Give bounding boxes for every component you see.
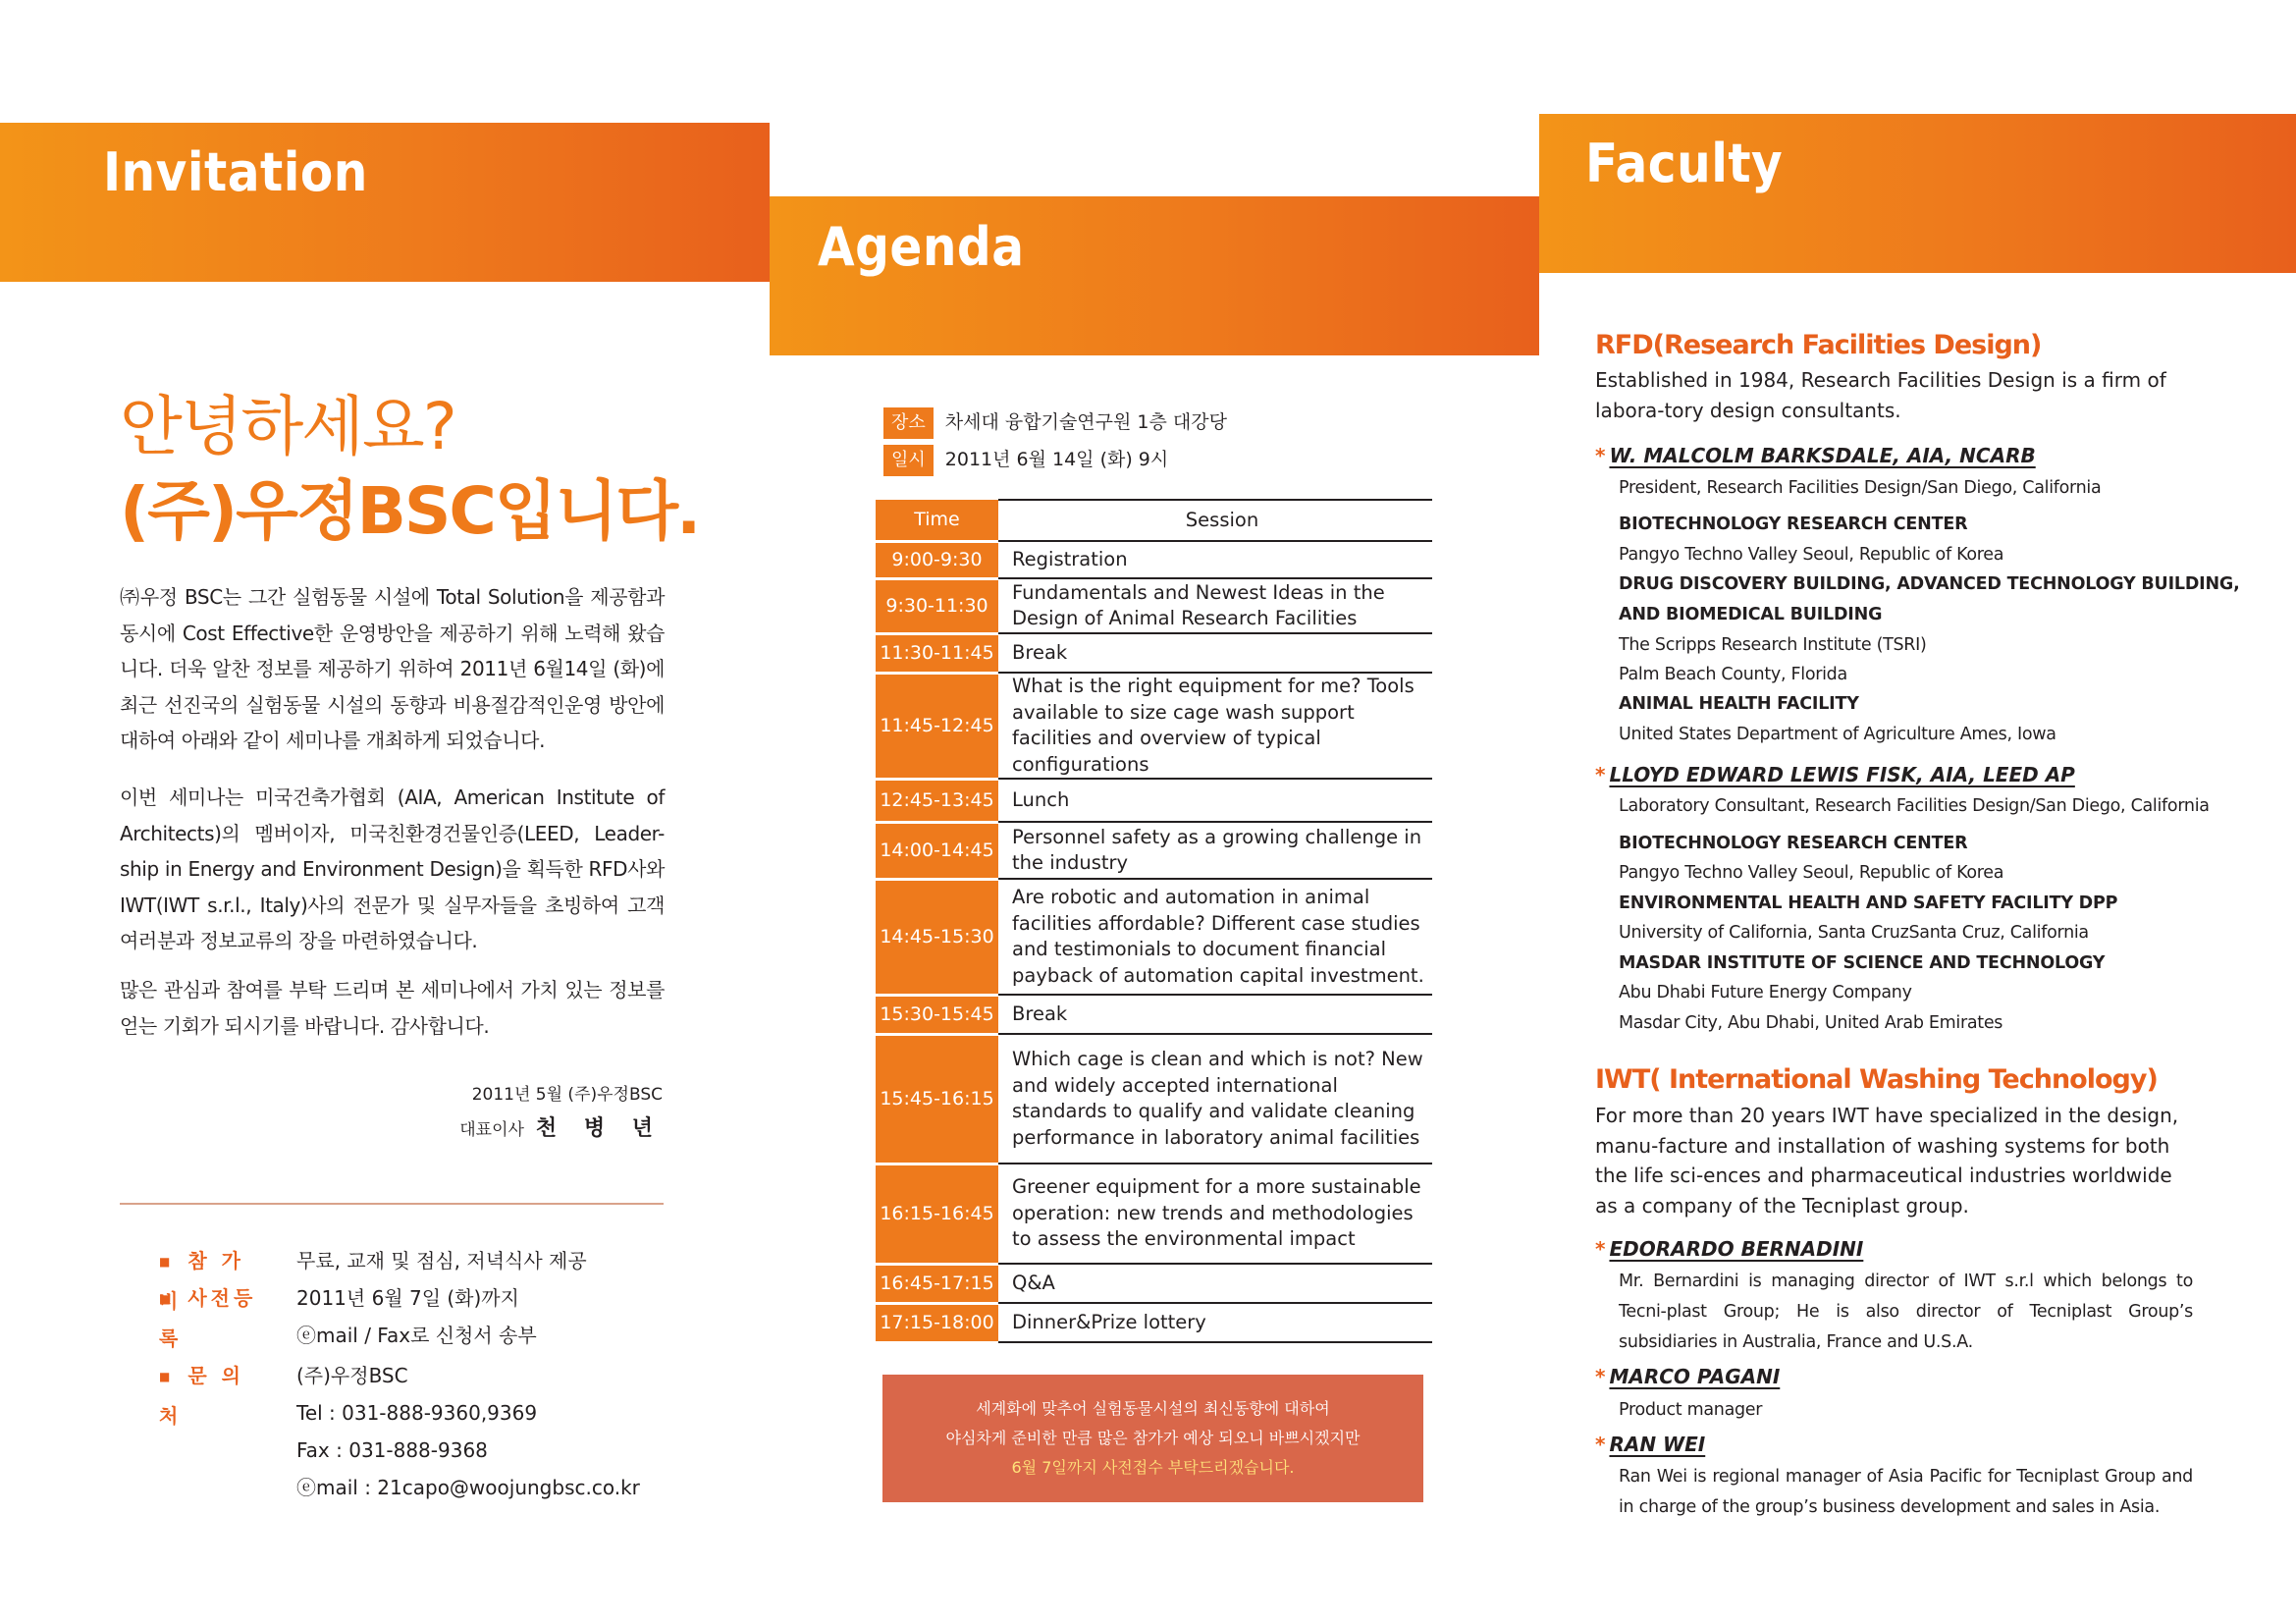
agenda-session: Break — [998, 995, 1432, 1034]
session-column-header: Session — [998, 500, 1432, 541]
contact-email: ⓔmail : 21capo@woojungbsc.co.kr — [296, 1476, 640, 1499]
agenda-time: 14:00-14:45 — [876, 822, 998, 879]
person-detail: ENVIRONMENTAL HEALTH AND SAFETY FACILITY DPP — [1619, 893, 2118, 913]
person-detail: Pangyo Techno Valley Seoul, Republic of Korea — [1619, 545, 2004, 565]
asterisk-icon: * — [1595, 1237, 1606, 1261]
invitation-divider — [120, 1203, 664, 1205]
contact-company: (주)우정BSC — [296, 1364, 408, 1387]
agenda-row — [876, 779, 1432, 822]
person-detail: President, Research Facilities Design/San Diego, California — [1619, 478, 2102, 498]
agenda-time: 11:45-12:45 — [876, 673, 998, 779]
agenda-row — [876, 995, 1432, 1034]
faculty-person-4 — [1595, 1365, 1780, 1388]
person-name: W. MALCOLM BARKSDALE, AIA, NCARB — [1609, 444, 2036, 467]
notice-line-1: 세계화에 맞추어 실험동물시설의 최신동향에 대하여 — [976, 1399, 1330, 1418]
invitation-title: Invitation — [103, 141, 368, 203]
invitation-paragraph-1: ㈜우정 BSC는 그간 실험동물 시설에 Total Solution을 제공함과 동시에 Cost Effective한 운영방안을 제공하기 위해 노력해 왔습니다. 더욱 알찬 정보를 제공하기 위하여 2011년 6월14일 (화)에 최근 선진국의 실험동물 시설의 동향과 비용절감적인운영 방안에 대하여 아래와 같이 세미나를 개최하게 되었습니다. — [120, 585, 665, 752]
person-detail: ANIMAL HEALTH FACILITY — [1619, 694, 1859, 714]
rfd-description: Established in 1984, Research Facilities Design is a firm of labora-tory design consultants. — [1595, 368, 2166, 422]
date-tag: 일시 — [883, 445, 934, 476]
person-name: MARCO PAGANI — [1609, 1365, 1781, 1388]
person-detail: United States Department of Agriculture Ames, Iowa — [1619, 725, 2056, 744]
signature-date — [472, 1080, 663, 1105]
agenda-session: Are robotic and automation in animal facilities affordable? Different case studies and testimonials to document financial payback of automation capital investment. — [998, 879, 1432, 995]
faculty-person-5 — [1595, 1433, 1705, 1456]
agenda-time: 16:45-17:15 — [876, 1264, 998, 1303]
agenda-row — [876, 879, 1432, 995]
registration-method: ⓔmail / Fax로 신청서 송부 — [296, 1324, 537, 1347]
contact-label: ■ 문 의 처 — [159, 1357, 277, 1435]
agenda-session: Fundamentals and Newest Ideas in the Design of Animal Research Facilities — [998, 578, 1432, 633]
person-detail: BIOTECHNOLOGY RESEARCH CENTER — [1619, 514, 1968, 534]
agenda-session: Q&A — [998, 1264, 1432, 1303]
iwt-title: IWT( International Washing Technology) — [1595, 1064, 2158, 1095]
agenda-time: 9:30-11:30 — [876, 578, 998, 633]
person-description: Ran Wei is regional manager of Asia Pacific for Tecniplast Group and in charge of the group’s business development and sales in Asia. — [1619, 1467, 2193, 1517]
person-detail: Laboratory Consultant, Research Facilities Design/San Diego, California — [1619, 796, 2210, 816]
agenda-row — [876, 633, 1432, 673]
person-detail: DRUG DISCOVERY BUILDING, ADVANCED TECHNOLOGY BUILDING, — [1619, 574, 2240, 594]
greeting-line-1: 안녕하세요? — [120, 389, 455, 464]
agenda-header-row — [876, 500, 1432, 541]
person-name: LLOYD EDWARD LEWIS FISK, AIA, LEED AP — [1609, 763, 2075, 786]
agenda-title: Agenda — [818, 216, 1025, 278]
agenda-session: Break — [998, 633, 1432, 673]
agenda-row — [876, 541, 1432, 578]
person-detail: Pangyo Techno Valley Seoul, Republic of Korea — [1619, 863, 2004, 883]
agenda-row — [876, 1164, 1432, 1264]
agenda-row — [876, 1034, 1432, 1164]
person-detail: MASDAR INSTITUTE OF SCIENCE AND TECHNOLOGY — [1619, 953, 2106, 973]
registration-notice — [882, 1375, 1423, 1502]
agenda-row — [876, 1264, 1432, 1303]
asterisk-icon: * — [1595, 444, 1606, 467]
person-description: Product manager — [1619, 1400, 1763, 1420]
agenda-row — [876, 1303, 1432, 1342]
venue-tag: 장소 — [883, 407, 934, 439]
fee-label: ■ 참 가 비 — [159, 1242, 277, 1320]
asterisk-icon: * — [1595, 1365, 1606, 1388]
agenda-session: Greener equipment for a more sustainable operation: new trends and methodologies to assess the environmental impact — [998, 1164, 1432, 1264]
agenda-time: 16:15-16:45 — [876, 1164, 998, 1264]
date-text: 2011년 6월 14일 (화) 9시 — [944, 449, 1169, 470]
agenda-session: Registration — [998, 541, 1432, 578]
invitation-paragraph-3: 많은 관심과 참여를 부탁 드리며 본 세미나에서 가치 있는 정보를 얻는 기회가 되시기를 바랍니다. 감사합니다. — [120, 978, 665, 1038]
faculty-person-3 — [1595, 1237, 1863, 1261]
agenda-time: 17:15-18:00 — [876, 1303, 998, 1342]
date-line — [883, 444, 1168, 475]
agenda-table — [876, 499, 1432, 1344]
contact-tel: Tel : 031-888-9360,9369 — [296, 1401, 538, 1425]
agenda-time: 15:45-16:15 — [876, 1034, 998, 1164]
contact-fax: Fax : 031-888-9368 — [296, 1438, 488, 1462]
person-detail: The Scripps Research Institute (TSRI) — [1619, 635, 1927, 655]
agenda-session: What is the right equipment for me? Tools available to size cage wash support facilities and overview of typical configurations — [998, 673, 1432, 779]
greeting-line-2: (주)우정BSC입니다. — [120, 473, 700, 549]
person-detail: Masdar City, Abu Dhabi, United Arab Emirates — [1619, 1013, 2003, 1033]
signature-line: 2011년 5월 (주)우정BSC — [471, 1085, 663, 1105]
signature-name: 천 병 년 — [535, 1116, 663, 1141]
agenda-row — [876, 822, 1432, 879]
agenda-time: 14:45-15:30 — [876, 879, 998, 995]
person-detail: Palm Beach County, Florida — [1619, 665, 1847, 684]
agenda-row — [876, 673, 1432, 779]
notice-line-2: 야심차게 준비한 만큼 많은 참가가 예상 되오니 바쁘시겠지만 — [945, 1429, 1361, 1447]
time-column-header: Time — [876, 500, 998, 541]
invitation-paragraph-2: 이번 세미나는 미국건축가협회 (AIA, American Institute of Architects)의 멤버이자, 미국친환경건물인증(LEED, Leader-ship in Energy and Environment Design)을 획득한 RFD사와 IWT(IWT s.r.l., Italy)사의 전문가 및 실무자들을 초빙하여 고객 여러분과 정보교류의 장을 마련하였습니다. — [120, 785, 665, 952]
venue-text: 차세대 융합기술연구원 1층 대강당 — [944, 411, 1227, 433]
person-detail: BIOTECHNOLOGY RESEARCH CENTER — [1619, 834, 1968, 853]
person-description: Mr. Bernardini is managing director of IWT s.r.l which belongs to Tecni-plast Group; He is also director of Tecniplast Group’s subsidiaries in Australia, France and U.S.A. — [1619, 1272, 2193, 1352]
iwt-description: For more than 20 years IWT have specialized in the design, manu-facture and installation of washing systems for both the life sci-ences and pharmaceutical industries worldwide as a company of the Tecniplast group. — [1595, 1104, 2179, 1218]
signature-block — [459, 1111, 663, 1142]
person-name: EDORARDO BERNADINI — [1609, 1237, 1864, 1261]
registration-deadline: 2011년 6월 7일 (화)까지 — [296, 1286, 519, 1310]
agenda-session: Personnel safety as a growing challenge in the industry — [998, 822, 1432, 879]
agenda-row — [876, 578, 1432, 633]
agenda-time: 15:30-15:45 — [876, 995, 998, 1034]
agenda-session: Lunch — [998, 779, 1432, 822]
person-name: RAN WEI — [1609, 1433, 1706, 1456]
registration-label: ■ 사전등록 — [159, 1279, 277, 1357]
person-detail: University of California, Santa CruzSanta Cruz, California — [1619, 923, 2089, 943]
faculty-person-1 — [1595, 444, 2036, 467]
faculty-person-2 — [1595, 763, 2075, 786]
venue-line — [883, 406, 1227, 438]
notice-line-3: 6월 7일까지 사전접수 부탁드리겠습니다. — [1011, 1458, 1295, 1477]
agenda-session: Which cage is clean and which is not? New and widely accepted international standards to qualify and validate cleaning performance in laboratory animal facilities — [998, 1034, 1432, 1164]
fee-value: 무료, 교재 및 점심, 저녁식사 제공 — [296, 1249, 587, 1272]
person-detail: Abu Dhabi Future Energy Company — [1619, 983, 1912, 1002]
rfd-title: RFD(Research Facilities Design) — [1595, 330, 2042, 360]
faculty-title: Faculty — [1585, 133, 1784, 194]
asterisk-icon: * — [1595, 763, 1606, 786]
signature-title: 대표이사 — [459, 1120, 524, 1140]
person-detail: AND BIOMEDICAL BUILDING — [1619, 605, 1883, 624]
asterisk-icon: * — [1595, 1433, 1606, 1456]
agenda-time: 9:00-9:30 — [876, 541, 998, 578]
agenda-time: 11:30-11:45 — [876, 633, 998, 673]
agenda-session: Dinner&Prize lottery — [998, 1303, 1432, 1342]
agenda-time: 12:45-13:45 — [876, 779, 998, 822]
